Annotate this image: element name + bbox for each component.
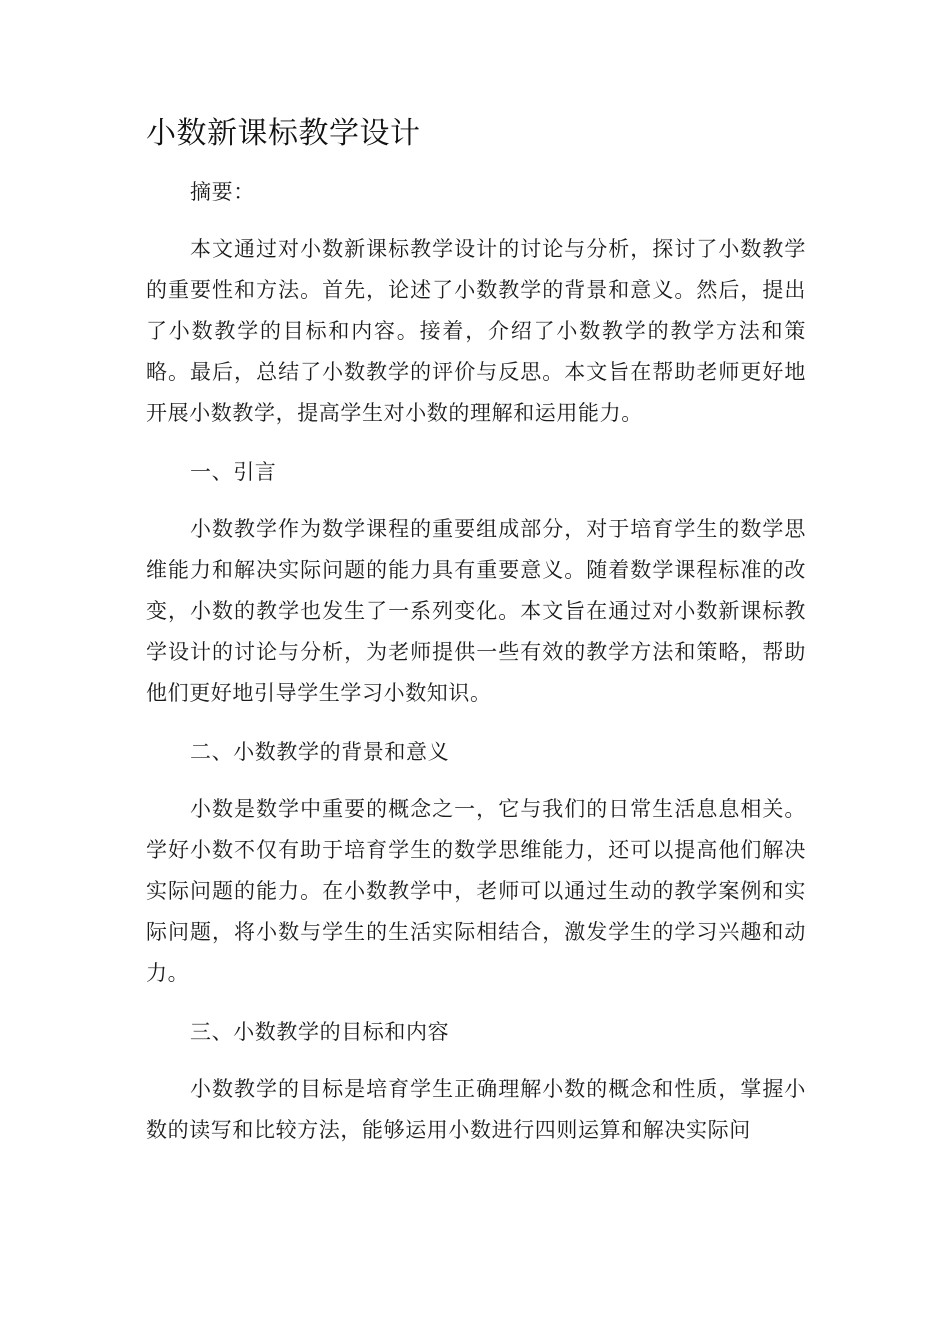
section-heading-background: 二、小数教学的背景和意义 [190,740,450,764]
section-paragraph-background: 小数是数学中重要的概念之一，它与我们的日常生活息息相关。学好小数不仅有助于培育学生的数学思维能力，还可以提高他们解决实际问题的能力。在小数教学中，老师可以通过生动的教学案例和实际问题，将小数与学生的生活实际相结合，激发学生的学习兴趣和动力。 [146,797,806,985]
abstract-paragraph: 本文通过对小数新课标教学设计的讨论与分析，探讨了小数教学的重要性和方法。首先，论述了小数教学的背景和意义。然后，提出了小数教学的目标和内容。接着，介绍了小数教学的教学方法和策略。最后，总结了小数教学的评价与反思。本文旨在帮助老师更好地开展小数教学，提高学生对小数的理解和运用能力。 [146,237,806,425]
section-heading-goals: 三、小数教学的目标和内容 [190,1020,450,1044]
section-paragraph-introduction: 小数教学作为数学课程的重要组成部分，对于培育学生的数学思维能力和解决实际问题的能力具有重要意义。随着数学课程标准的改变，小数的教学也发生了一系列变化。本文旨在通过对小数新课标教学设计的讨论与分析，为老师提供一些有效的教学方法和策略，帮助他们更好地引导学生学习小数知识。 [146,517,806,705]
section-paragraph-goals: 小数教学的目标是培育学生正确理解小数的概念和性质，掌握小数的读写和比较方法，能够运用小数进行四则运算和解决实际问 [146,1077,806,1142]
section-heading-introduction: 一、引言 [190,460,277,484]
document-body [146,112,806,1169]
document-title: 小数新课标教学设计 [146,116,421,151]
abstract-label: 摘要： [190,180,255,204]
